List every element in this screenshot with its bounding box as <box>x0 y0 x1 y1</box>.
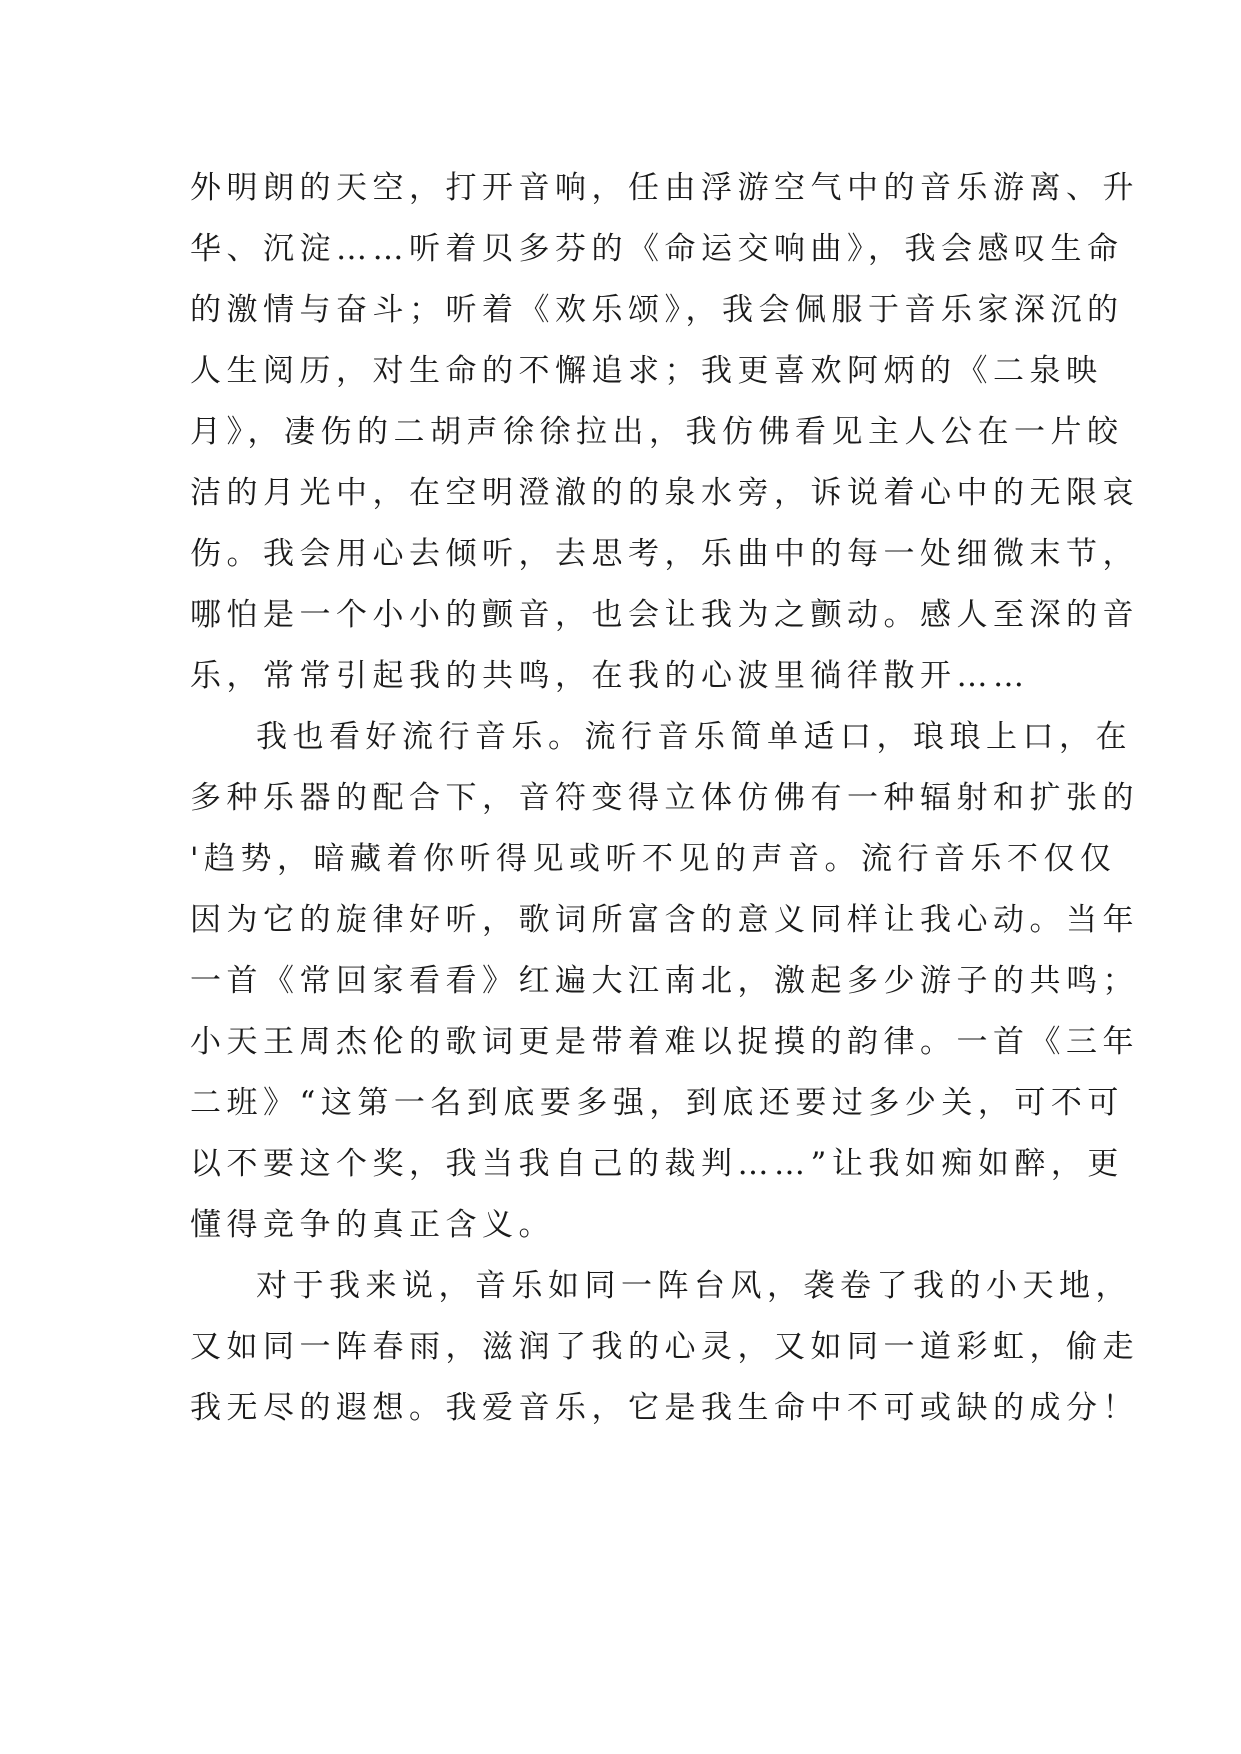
text-line: 的激情与奋斗；听着《欢乐颂》，我会佩服于音乐家深沉的 <box>190 292 1124 328</box>
text-line: 小天王周杰伦的歌词更是带着难以捉摸的韵律。一首《三年 <box>190 1024 1139 1060</box>
text-line: 多种乐器的配合下，音符变得立体仿佛有一种辐射和扩张的 <box>190 780 1139 816</box>
text-line: 华、沉淀……听着贝多芬的《命运交响曲》，我会感叹生命 <box>190 231 1124 267</box>
text-line: 懂得竞争的真正含义。 <box>190 1207 555 1243</box>
essay-text <box>190 158 1139 1439</box>
text-line: 一首《常回家看看》红遍大江南北，激起多少游子的共鸣； <box>190 963 1139 999</box>
paragraph-3 <box>190 1256 1139 1439</box>
text-line: 又如同一阵春雨，滋润了我的心灵，又如同一道彩虹，偷走 <box>190 1329 1139 1365</box>
paragraph-1 <box>190 158 1139 707</box>
text-line: 以不要这个奖，我当我自己的裁判……”让我如痴如醉，更 <box>190 1146 1124 1182</box>
text-line: 因为它的旋律好听，歌词所富含的意义同样让我心动。当年 <box>190 902 1139 938</box>
text-line: 月》，凄伤的二胡声徐徐拉出，我仿佛看见主人公在一片皎 <box>190 414 1124 450</box>
text-line: 外明朗的天空，打开音响，任由浮游空气中的音乐游离、升 <box>190 170 1139 206</box>
text-line: '趋势，暗藏着你听得见或听不见的声音。流行音乐不仅仅 <box>190 841 1117 877</box>
text-line: 二班》“这第一名到底要多强，到底还要过多少关，可不可 <box>190 1085 1124 1121</box>
text-line: 哪怕是一个小小的颤音，也会让我为之颤动。感人至深的音 <box>190 597 1139 633</box>
text-line: 对于我来说，音乐如同一阵台风，袭卷了我的小天地， <box>256 1268 1132 1304</box>
text-line: 我也看好流行音乐。流行音乐简单适口，琅琅上口，在 <box>256 719 1132 755</box>
text-line: 乐，常常引起我的共鸣，在我的心波里徜徉散开…… <box>190 658 1030 694</box>
text-line: 伤。我会用心去倾听，去思考，乐曲中的每一处细微末节， <box>190 536 1139 572</box>
text-line: 人生阅历，对生命的不懈追求；我更喜欢阿炳的《二泉映 <box>190 353 1103 389</box>
paragraph-2 <box>190 707 1139 1256</box>
text-line: 洁的月光中，在空明澄澈的的泉水旁，诉说着心中的无限哀 <box>190 475 1139 511</box>
text-line: 我无尽的遐想。我爱音乐，它是我生命中不可或缺的成分！ <box>190 1390 1139 1426</box>
